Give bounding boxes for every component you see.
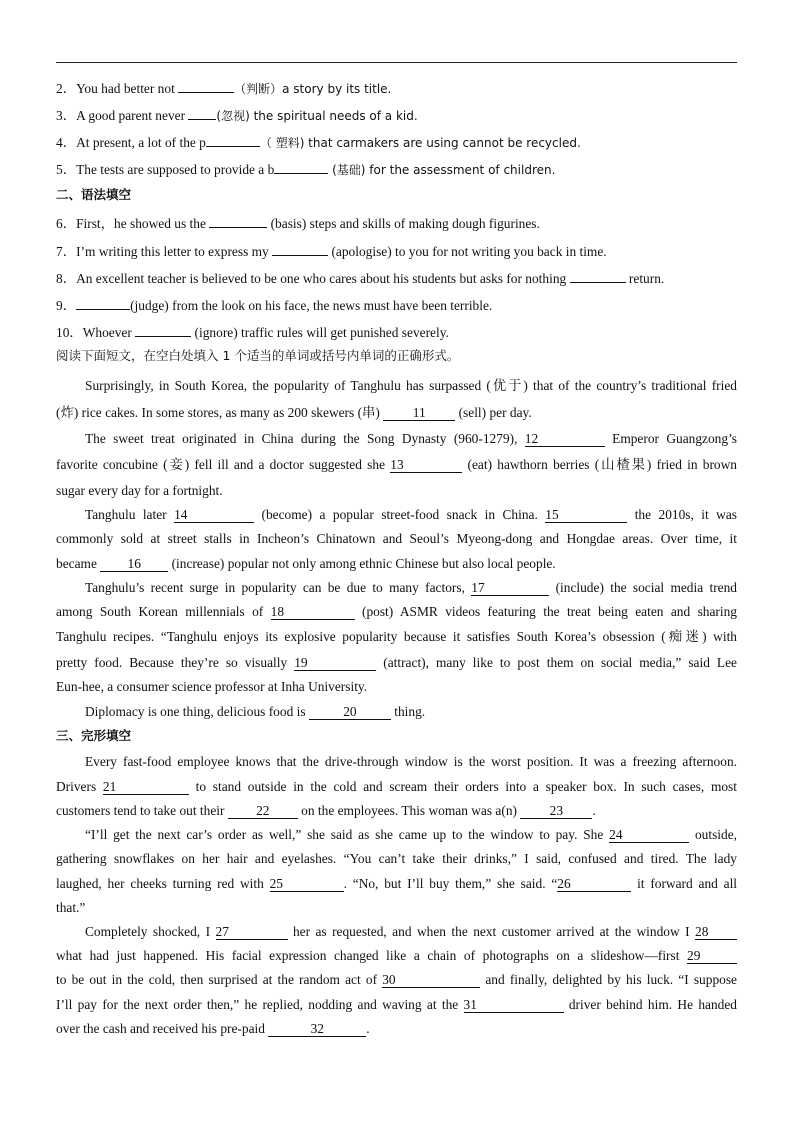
passage1-line	[56, 555, 737, 572]
item-text-after: （判断）a story by its title.	[234, 82, 392, 96]
item-text-after: (忽视) the spiritual needs of a kid.	[216, 109, 418, 123]
text: (attract), many like to post them on social media,” said Lee	[376, 655, 737, 670]
passage2-line	[56, 778, 737, 795]
text: customers tend to take out their	[56, 803, 228, 818]
passage2-line	[56, 996, 737, 1013]
text: . “No, but I’ll buy them,” she said. “	[343, 876, 558, 891]
item-number: 3．	[56, 108, 77, 123]
passage1-line	[56, 703, 737, 720]
text: The sweet treat originated in China during the Song Dynasty (960-1279),	[85, 431, 525, 446]
answer-blank-32[interactable]: 32	[268, 1022, 366, 1037]
vocab-item-3	[56, 105, 737, 125]
answer-blank-13[interactable]: 13	[390, 458, 462, 473]
text: pretty food. Because they’re so visually	[56, 655, 295, 670]
grammar-item-8	[56, 268, 737, 287]
text: and finally, delighted by his luck. “I suppose	[480, 972, 737, 987]
text: favorite concubine (妾) fell ill and a doctor suggested she	[56, 457, 391, 472]
answer-blank[interactable]	[206, 132, 260, 147]
text: (become) a popular street-food snack in China.	[254, 507, 546, 522]
item-number: 8．	[56, 271, 77, 286]
passage2-line	[56, 971, 737, 988]
vocab-item-2	[56, 78, 737, 98]
item-text-before: First，he showed us the	[76, 216, 210, 231]
text: outside,	[689, 827, 737, 842]
text: Completely shocked, I	[85, 924, 216, 939]
item-number: 4．	[56, 135, 77, 150]
item-text-after: (基础) for the assessment of children.	[328, 163, 556, 177]
item-text-before: An excellent teacher is believed to be one who cares about his students but asks for nothing	[76, 271, 570, 286]
text: Drivers	[56, 779, 103, 794]
item-text-after: (judge) from the look on his face, the news must have been terrible.	[130, 298, 493, 313]
answer-blank-22[interactable]: 22	[228, 804, 298, 819]
item-text-before: You had better not	[76, 81, 179, 96]
item-text-before: Whoever	[82, 325, 136, 340]
text: Emperor Guangzong’s	[604, 431, 738, 446]
text: what had just happened. His facial expression changed like a chain of photographs on a slideshow—first	[56, 948, 687, 963]
header-rule	[56, 62, 737, 63]
answer-blank[interactable]	[188, 105, 216, 120]
text: the 2010s, it was	[627, 507, 737, 522]
text: Tanghulu’s recent surge in popularity can be due to many factors,	[85, 580, 472, 595]
text: among South Korean millennials of	[56, 604, 271, 619]
answer-blank-12[interactable]: 12	[525, 432, 605, 447]
passage2-line: Every fast-food employee knows that the drive-through window is the worst position. It was a freezing afternoon.	[85, 754, 737, 769]
text: (eat) hawthorn berries (山楂果) fried in brown	[462, 457, 737, 472]
passage1-line: Surprisingly, in South Korea, the popularity of Tanghulu has surpassed (优于) that of the country’s traditional fried	[85, 378, 737, 393]
passage1-line	[56, 579, 737, 596]
item-text-before: I’m writing this letter to express my	[76, 244, 273, 259]
passage1-line	[56, 603, 737, 620]
passage2-line: that.”	[56, 900, 86, 915]
item-number: 9．	[56, 298, 77, 313]
passage1-line: commonly sold at street stalls in Incheon’s Chinatown and Seoul’s Myeong-dong and Hongdae areas. Over time, it	[56, 531, 737, 546]
answer-blank[interactable]	[76, 295, 130, 310]
passage1-line	[56, 404, 737, 421]
answer-blank-11[interactable]: 11	[383, 406, 455, 421]
text: .	[366, 1021, 370, 1036]
item-text-after: (basis) steps and skills of making dough figurines.	[267, 216, 540, 231]
text: .	[592, 803, 596, 818]
answer-blank[interactable]	[274, 159, 328, 174]
text: (sell) per day.	[455, 405, 532, 420]
answer-blank[interactable]	[178, 78, 234, 93]
answer-blank[interactable]	[272, 241, 328, 256]
passage1-line: Eun-hee, a consumer science professor at Inha University.	[56, 679, 368, 694]
grammar-item-6	[56, 213, 737, 232]
passage2-line	[56, 923, 737, 940]
text: laughed, her cheeks turning red with	[56, 876, 270, 891]
item-text-before: The tests are supposed to provide a b	[76, 162, 275, 177]
item-text-before: At present, a lot of the p	[76, 135, 206, 150]
passage1-line	[56, 456, 737, 473]
answer-blank-18[interactable]: 18	[271, 605, 355, 620]
answer-blank-24[interactable]: 24	[609, 828, 689, 843]
answer-blank-17[interactable]: 17	[471, 581, 549, 596]
grammar-item-9	[56, 295, 737, 314]
item-text-after: return.	[625, 271, 665, 286]
passage2-line	[56, 802, 737, 819]
item-text-after: （ 塑料) that carmakers are using cannot be recycled.	[259, 136, 581, 150]
answer-blank-20[interactable]: 20	[309, 705, 391, 720]
answer-blank-30[interactable]: 30	[382, 973, 480, 988]
item-text-before: A good parent never	[76, 108, 189, 123]
text: Tanghulu later	[85, 507, 175, 522]
answer-blank-21[interactable]: 21	[103, 780, 189, 795]
text: her as requested, and when the next customer arrived at the window I	[287, 924, 695, 939]
answer-blank-16[interactable]: 16	[100, 557, 168, 572]
item-number: 5．	[56, 162, 77, 177]
text: (include) the social media trend	[549, 580, 737, 595]
text: “I’ll get the next car’s order as well,” she said as she came up to the window to pay. She	[85, 827, 610, 842]
passage1-line	[56, 506, 737, 523]
text: (increase) popular not only among ethnic Chinese but also local people.	[168, 556, 556, 571]
item-number: 7．	[56, 244, 77, 259]
text: became	[56, 556, 101, 571]
vocab-item-5	[56, 159, 737, 179]
answer-blank-14[interactable]: 14	[174, 508, 254, 523]
section-2-title: 二、语法填空	[56, 187, 132, 202]
passage1-line: Tanghulu recipes. “Tanghulu enjoys its explosive popularity because it satisfies South Korea’s obsession (痴迷) with	[56, 629, 737, 644]
vocab-item-4	[56, 132, 737, 152]
text: (post) ASMR videos featuring the treat being eaten and sharing	[354, 604, 737, 619]
answer-blank-29[interactable]: 29	[687, 949, 737, 964]
text: Diplomacy is one thing, delicious food is	[85, 704, 309, 719]
passage1-line	[56, 430, 737, 447]
text: on the employees. This woman was a(n)	[297, 803, 521, 818]
item-number: 10．	[56, 325, 83, 340]
passage2-line	[56, 875, 737, 892]
passage2-line	[56, 947, 737, 964]
item-number: 2．	[56, 81, 77, 96]
answer-blank-27[interactable]: 27	[216, 925, 288, 940]
item-number: 6．	[56, 216, 77, 231]
text: (炸) rice cakes. In some stores, as many as 200 skewers (串)	[56, 405, 384, 420]
passage2-line: gathering snowflakes on her hair and eyelashes. “You can’t take their drinks,” I said, confused and tired. The lady	[56, 851, 737, 866]
text: to stand outside in the cold and scream their orders into a speaker box. In such cases, most	[188, 779, 737, 794]
answer-blank-28[interactable]: 28	[695, 925, 737, 940]
passage2-line	[56, 1020, 737, 1037]
answer-blank-31[interactable]: 31	[464, 998, 564, 1013]
answer-blank-23[interactable]: 23	[520, 804, 592, 819]
text: to be out in the cold, then surprised at the random act of	[56, 972, 383, 987]
text: thing.	[390, 704, 426, 719]
answer-blank[interactable]	[135, 322, 191, 337]
answer-blank-15[interactable]: 15	[545, 508, 627, 523]
grammar-item-7	[56, 241, 737, 260]
grammar-item-10	[56, 322, 737, 341]
answer-blank-26[interactable]: 26	[557, 877, 631, 892]
answer-blank-19[interactable]: 19	[294, 656, 376, 671]
section-3-title: 三、完形填空	[56, 728, 132, 743]
answer-blank-25[interactable]: 25	[270, 877, 344, 892]
answer-blank[interactable]	[570, 268, 626, 283]
text: driver behind him. He handed	[563, 997, 737, 1012]
text: over the cash and received his pre-paid	[56, 1021, 269, 1036]
answer-blank[interactable]	[209, 213, 267, 228]
text: I’ll pay for the next order then,” he replied, nodding and waving at the	[56, 997, 464, 1012]
passage1-line: sugar every day for a fortnight.	[56, 483, 223, 498]
passage2-line	[56, 826, 737, 843]
item-text-after: (apologise) to you for not writing you back in time.	[328, 244, 607, 259]
text: it forward and all	[631, 876, 738, 891]
passage-instruction: 阅读下面短文，在空白处填入 1 个适当的单词或括号内单词的正确形式。	[56, 348, 460, 363]
item-text-after: (ignore) traffic rules will get punished severely.	[191, 325, 449, 340]
passage1-line	[56, 654, 737, 671]
